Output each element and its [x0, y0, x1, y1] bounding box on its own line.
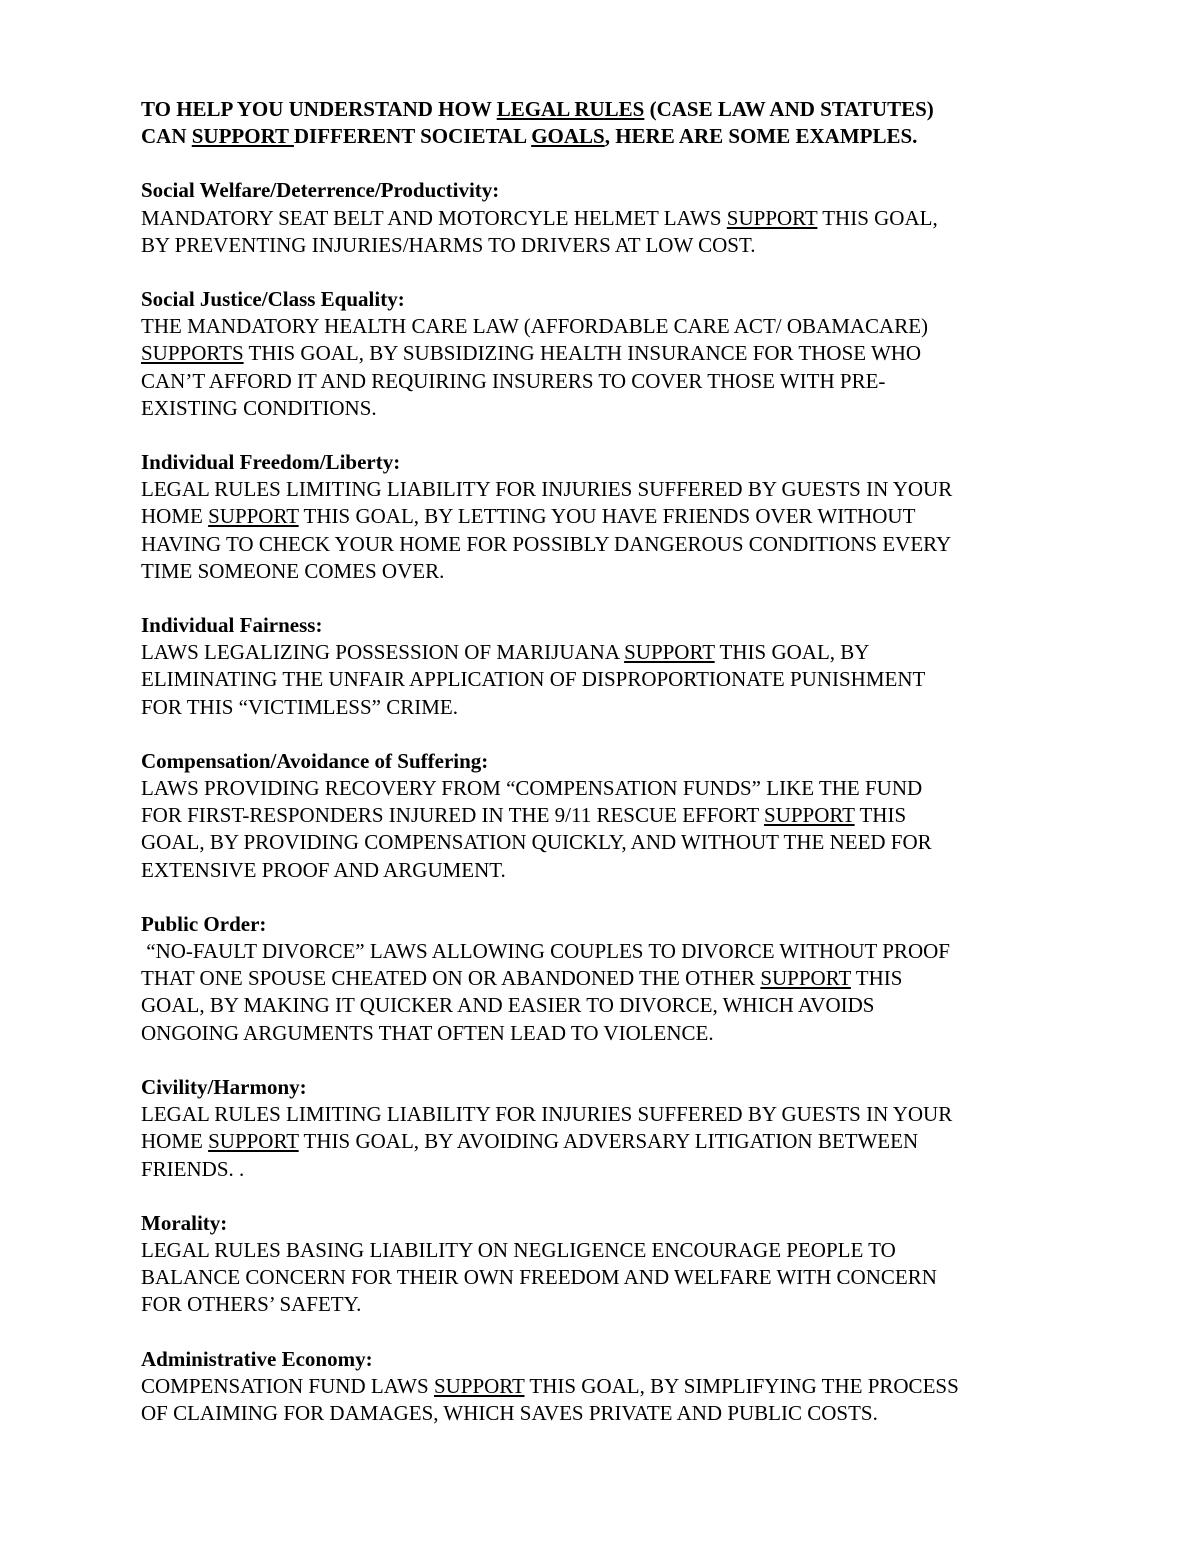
- section-body-line: [141, 1128, 1101, 1155]
- body-text: HOME: [141, 504, 209, 529]
- body-text: CAN’T AFFORD IT AND REQUIRING INSURERS TO COVER THOSE WITH PRE-: [141, 368, 886, 393]
- goal-section: [141, 612, 1101, 721]
- body-text: FOR FIRST-RESPONDERS INJURED IN THE 9/11 RESCUE EFFORT: [141, 803, 765, 828]
- underlined-text: SUPPORTS: [141, 341, 244, 366]
- underlined-text: SUPPORT: [208, 504, 299, 529]
- section-body-line: [141, 694, 1101, 721]
- underlined-text: SUPPORT: [764, 803, 855, 828]
- body-text: “NO-FAULT DIVORCE” LAWS ALLOWING COUPLES TO DIVORCE WITHOUT PROOF: [141, 939, 950, 964]
- section-body-line: [141, 531, 1101, 558]
- section-body-line: [141, 775, 1101, 802]
- body-text: FOR OTHERS’ SAFETY.: [141, 1292, 362, 1317]
- underlined-text: SUPPORT: [624, 640, 715, 665]
- section-body-line: [141, 1237, 1101, 1264]
- section-heading: Civility/Harmony:: [141, 1074, 307, 1099]
- section-body-line: [141, 1264, 1101, 1291]
- body-text: HOME: [141, 1129, 209, 1154]
- body-text: EXTENSIVE PROOF AND ARGUMENT.: [141, 857, 506, 882]
- body-text: FRIENDS. .: [141, 1156, 245, 1181]
- intro-line-2: CAN SUPPORT DIFFERENT SOCIETAL GOALS, HERE ARE SOME EXAMPLES.: [141, 124, 918, 149]
- body-text: BALANCE CONCERN FOR THEIR OWN FREEDOM AND WELFARE WITH CONCERN: [141, 1265, 937, 1290]
- body-text: BY PREVENTING INJURIES/HARMS TO DRIVERS AT LOW COST.: [141, 232, 756, 257]
- section-heading: Social Justice/Class Equality:: [141, 287, 405, 312]
- section-body-line: [141, 938, 1101, 965]
- goal-section: [141, 1074, 1101, 1183]
- body-text: LAWS LEGALIZING POSSESSION OF MARIJUANA: [141, 640, 625, 665]
- body-text: THIS GOAL, BY AVOIDING ADVERSARY LITIGATION BETWEEN: [298, 1129, 919, 1154]
- section-heading: Morality:: [141, 1210, 228, 1235]
- body-text: ELIMINATING THE UNFAIR APPLICATION OF DISPROPORTIONATE PUNISHMENT: [141, 667, 926, 692]
- body-text: LAWS PROVIDING RECOVERY FROM “COMPENSATION FUNDS” LIKE THE FUND: [141, 776, 923, 801]
- section-heading: Public Order:: [141, 911, 267, 936]
- section-body-line: [141, 313, 1101, 340]
- body-text: GOAL, BY MAKING IT QUICKER AND EASIER TO DIVORCE, WHICH AVOIDS: [141, 993, 875, 1018]
- section-body-line: [141, 340, 1101, 367]
- body-text: THIS GOAL, BY: [714, 640, 870, 665]
- section-heading: Individual Freedom/Liberty:: [141, 450, 401, 475]
- underlined-text: SUPPORT: [433, 1373, 525, 1398]
- body-text: LEGAL RULES LIMITING LIABILITY FOR INJURIES SUFFERED BY GUESTS IN YOUR: [141, 1102, 953, 1127]
- body-text: THAT ONE SPOUSE CHEATED ON OR ABANDONED THE OTHER: [141, 966, 761, 991]
- intro-paragraph: [141, 96, 1101, 150]
- body-text: HAVING TO CHECK YOUR HOME FOR POSSIBLY DANGEROUS CONDITIONS EVERY: [141, 531, 952, 556]
- goal-section: [141, 1346, 1101, 1428]
- goal-section: [141, 911, 1101, 1047]
- section-body-line: [141, 395, 1101, 422]
- section-body-line: [141, 1291, 1101, 1318]
- body-text: LEGAL RULES BASING LIABILITY ON NEGLIGENCE ENCOURAGE PEOPLE TO: [141, 1237, 896, 1262]
- section-body-line: [141, 666, 1101, 693]
- goal-section: [141, 748, 1101, 884]
- section-body-line: [141, 476, 1101, 503]
- section-body-line: [141, 802, 1101, 829]
- goal-section: [141, 449, 1101, 585]
- body-text: OF CLAIMING FOR DAMAGES, WHICH SAVES PRIVATE AND PUBLIC COSTS.: [141, 1400, 878, 1425]
- section-body-line: [141, 1101, 1101, 1128]
- body-text: EXISTING CONDITIONS.: [141, 395, 377, 420]
- goal-sections: [141, 177, 1101, 1427]
- body-text: GOAL, BY PROVIDING COMPENSATION QUICKLY, AND WITHOUT THE NEED FOR: [141, 830, 932, 855]
- underlined-text: SUPPORT: [208, 1129, 299, 1154]
- intro-line-1: TO HELP YOU UNDERSTAND HOW LEGAL RULES (CASE LAW AND STATUTES): [141, 97, 934, 121]
- section-heading: Individual Fairness:: [141, 613, 323, 638]
- underlined-text: SUPPORT: [760, 966, 851, 991]
- body-text: MANDATORY SEAT BELT AND MOTORCYLE HELMET LAWS: [141, 205, 727, 230]
- goal-section: [141, 1210, 1101, 1319]
- section-heading: Social Welfare/Deterrence/Productivity:: [141, 178, 500, 203]
- section-body-line: [141, 1373, 1101, 1400]
- section-body-line: [141, 1400, 1101, 1427]
- body-text: TIME SOMEONE COMES OVER.: [141, 558, 445, 583]
- section-heading: Administrative Economy:: [141, 1346, 373, 1371]
- underlined-legal-rules: LEGAL RULES: [496, 97, 645, 121]
- body-text: THIS GOAL, BY SIMPLIFYING THE PROCESS: [524, 1373, 959, 1398]
- section-body-line: [141, 1020, 1101, 1047]
- body-text: LEGAL RULES LIMITING LIABILITY FOR INJURIES SUFFERED BY GUESTS IN YOUR: [141, 477, 953, 502]
- section-body-line: [141, 857, 1101, 884]
- section-body-line: [141, 965, 1101, 992]
- section-body-line: [141, 232, 1101, 259]
- underlined-support: SUPPORT: [191, 124, 294, 149]
- body-text: THIS: [854, 803, 907, 828]
- body-text: THIS GOAL, BY SUBSIDIZING HEALTH INSURANCE FOR THOSE WHO: [243, 341, 922, 366]
- goal-section: [141, 177, 1101, 259]
- section-body-line: [141, 639, 1101, 666]
- body-text: COMPENSATION FUND LAWS: [141, 1373, 434, 1398]
- section-body-line: [141, 368, 1101, 395]
- section-body-line: [141, 558, 1101, 585]
- body-text: THIS GOAL, BY LETTING YOU HAVE FRIENDS OVER WITHOUT: [298, 504, 916, 529]
- body-text: THIS: [850, 966, 903, 991]
- section-body-line: [141, 992, 1101, 1019]
- body-text: THE MANDATORY HEALTH CARE LAW (AFFORDABLE CARE ACT/ OBAMACARE): [141, 314, 929, 339]
- section-heading: Compensation/Avoidance of Suffering:: [141, 748, 489, 773]
- section-body-line: [141, 1156, 1101, 1183]
- section-body-line: [141, 829, 1101, 856]
- underlined-text: SUPPORT: [726, 205, 818, 230]
- body-text: ONGOING ARGUMENTS THAT OFTEN LEAD TO VIOLENCE.: [141, 1020, 714, 1045]
- goal-section: [141, 286, 1101, 422]
- section-body-line: [141, 503, 1101, 530]
- underlined-goals: GOALS: [531, 124, 605, 149]
- body-text: THIS GOAL,: [817, 205, 938, 230]
- section-body-line: [141, 205, 1101, 232]
- body-text: FOR THIS “VICTIMLESS” CRIME.: [141, 694, 458, 719]
- document-page: [141, 96, 1101, 1454]
